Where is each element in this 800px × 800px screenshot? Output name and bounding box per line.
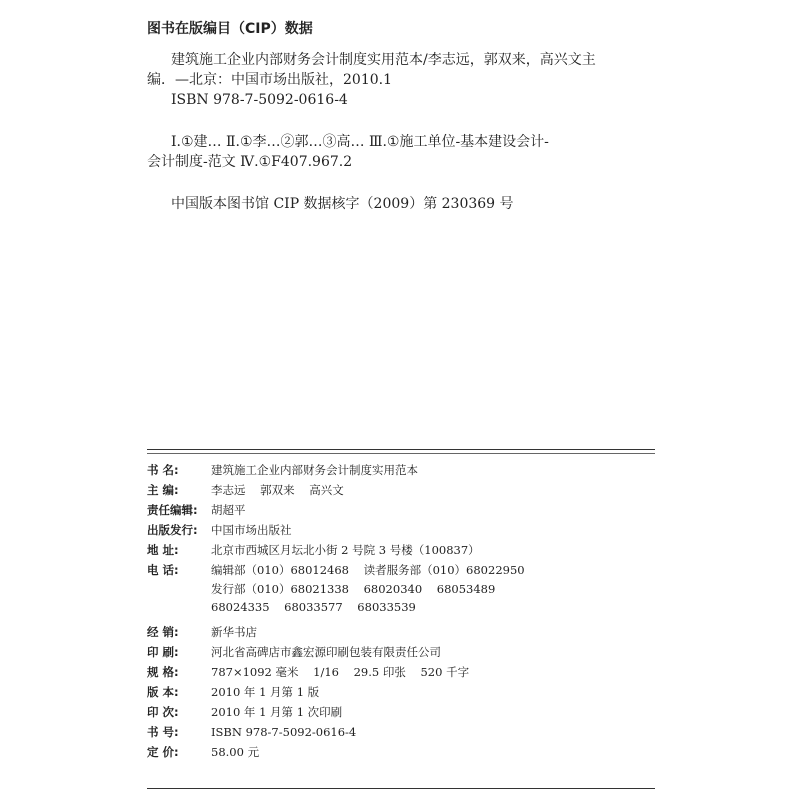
colophon-label: 责任编辑: [147, 503, 198, 517]
colophon-value: 中国市场出版社 [211, 523, 292, 537]
colophon-label: 书 名: [147, 463, 179, 477]
colophon-value: 建筑施工企业内部财务会计制度实用范本 [211, 463, 418, 477]
colophon-row-editors [147, 480, 655, 500]
colophon-label: 出版发行: [147, 523, 198, 537]
colophon-bottom-rule [147, 788, 655, 789]
colophon-row-publisher [147, 520, 655, 540]
cip-subject-line-2: 会计制度-范文 Ⅳ.①F407.967.2 [147, 154, 353, 170]
colophon-table [147, 460, 655, 762]
colophon-value: 2010 年 1 月第 1 次印刷 [211, 705, 343, 719]
colophon-label: 电 话: [147, 563, 179, 577]
colophon-value: 胡超平 [211, 503, 246, 517]
colophon-value: 58.00 元 [211, 745, 260, 759]
colophon-row-specs [147, 662, 655, 682]
colophon-label: 书 号: [147, 725, 179, 739]
colophon-row-title [147, 460, 655, 480]
colophon-top-rule-thin [147, 453, 655, 454]
colophon-row-price [147, 742, 655, 762]
colophon-row-phone [147, 560, 655, 580]
colophon-row-phone-cont-1 [147, 580, 655, 598]
colophon-value: 发行部（010）68021338 68020340 68053489 [211, 582, 496, 596]
colophon-label: 经 销: [147, 625, 179, 639]
colophon-label: 印 刷: [147, 645, 179, 659]
colophon-row-printing [147, 702, 655, 722]
colophon-label: 规 格: [147, 665, 179, 679]
colophon-row-isbn [147, 722, 655, 742]
cip-isbn-line: ISBN 978-7-5092-0616-4 [171, 92, 348, 108]
colophon-value: 新华书店 [211, 625, 257, 639]
cip-entry-line-2: 编．—北京：中国市场出版社，2010.1 [147, 72, 392, 88]
cip-title: 图书在版编目（CIP）数据 [147, 21, 313, 37]
cip-data-block [147, 18, 667, 214]
cip-entry-line-1: 建筑施工企业内部财务会计制度实用范本/李志远，郭双来，高兴文主 [171, 52, 596, 68]
cip-entry [147, 50, 667, 110]
colophon-value: 李志远 郭双来 高兴文 [211, 483, 344, 497]
colophon-row-address [147, 540, 655, 560]
colophon-label: 版 本: [147, 685, 179, 699]
colophon-value: 编辑部（010）68012468 读者服务部（010）68022950 [211, 563, 525, 577]
colophon-row-edition [147, 682, 655, 702]
colophon-label: 地 址: [147, 543, 179, 557]
colophon-value: 787×1092 毫米 1/16 29.5 印张 520 千字 [211, 665, 470, 679]
colophon-label: 主 编: [147, 483, 179, 497]
colophon-row-responsible-editor [147, 500, 655, 520]
cip-subjects [147, 132, 667, 172]
colophon-value: 北京市西城区月坛北小街 2 号院 3 号楼（100837） [211, 543, 480, 557]
colophon-row-phone-cont-2 [147, 598, 655, 616]
colophon-top-rule [147, 449, 655, 450]
colophon-value: 河北省高碑店市鑫宏源印刷包装有限责任公司 [211, 645, 441, 659]
cip-subject-line-1: Ⅰ.①建… Ⅱ.①李…②郭…③高… Ⅲ.①施工单位-基本建设会计- [171, 134, 549, 150]
colophon-value: ISBN 978-7-5092-0616-4 [211, 725, 357, 739]
colophon-value: 2010 年 1 月第 1 版 [211, 685, 320, 699]
colophon-value: 68024335 68033577 68033539 [211, 600, 416, 614]
colophon-label: 印 次: [147, 705, 179, 719]
cip-core-number: 中国版本图书馆 CIP 数据核字（2009）第 230369 号 [171, 196, 514, 212]
colophon-label: 定 价: [147, 745, 179, 759]
colophon-row-distributor [147, 622, 655, 642]
colophon-row-printer [147, 642, 655, 662]
